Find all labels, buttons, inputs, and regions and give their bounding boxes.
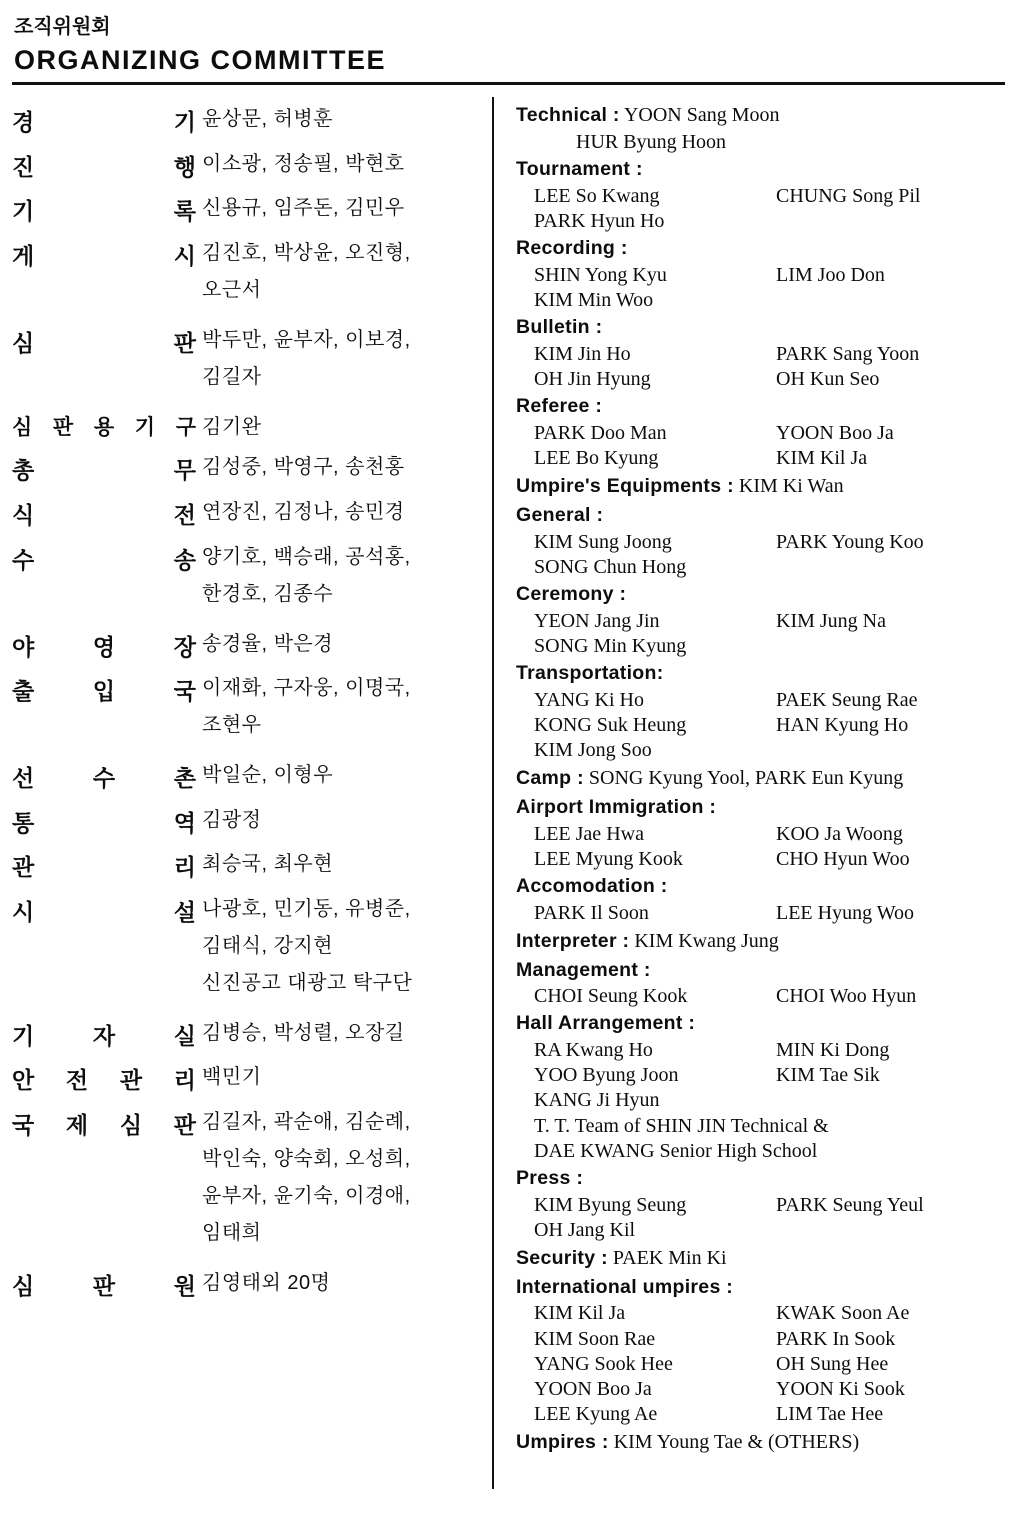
committee-entry-heading: General : <box>516 503 604 526</box>
committee-entry-heading: Tournament : <box>516 157 643 180</box>
committee-name-row <box>534 1377 1005 1402</box>
committee-name-right <box>776 1088 1005 1113</box>
committee-role-label: 선 수 촌 <box>12 765 196 792</box>
committee-name-left: SHIN Yong Kyu <box>534 263 667 286</box>
committee-entry-names <box>516 263 1005 313</box>
committee-entry <box>516 1165 1005 1243</box>
committee-name-wide: T. T. Team of SHIN JIN Technical & <box>534 1114 829 1137</box>
committee-name-right: CHOI Woo Hyun <box>776 985 917 1008</box>
committee-member-names: 송경율, 박은경 <box>202 632 334 655</box>
committee-entry <box>516 764 1005 793</box>
committee-name-right: CHO Hyun Woo <box>776 847 910 870</box>
committee-name-right: CHUNG Song Pil <box>776 184 921 207</box>
committee-entry-heading: Umpires : KIM Young Tae & (OTHERS) <box>516 1431 860 1454</box>
committee-entry-heading: Bulletin : <box>516 316 603 338</box>
committee-member-names: 양기호, 백승래, 공석홍, 한경호, 김종수 <box>202 545 411 605</box>
committee-name-right <box>776 555 1005 580</box>
committee-row <box>12 1265 482 1308</box>
committee-row <box>12 802 482 845</box>
committee-name-row <box>534 984 1005 1009</box>
committee-name-right: KOO Ja Woong <box>776 822 903 845</box>
committee-name-right: KIM Tae Sik <box>776 1064 880 1087</box>
committee-name-left: LEE Kyung Ae <box>534 1403 658 1426</box>
committee-role-label: 야 영 장 <box>12 633 196 660</box>
committee-name-left: KIM Byung Seung <box>534 1193 687 1216</box>
committee-name-left: LEE Jae Hwa <box>534 822 644 845</box>
committee-member-names: 김성중, 박영구, 송천홍 <box>202 456 405 479</box>
committee-name-row <box>534 1193 1005 1218</box>
committee-name-row <box>534 555 1005 580</box>
committee-role-label: 통 역 <box>12 809 196 836</box>
committee-entry-heading: Interpreter : KIM Kwang Jung <box>516 929 779 952</box>
committee-name-left: KIM Kil Ja <box>534 1302 626 1325</box>
committee-role-label: 심 판 용 기 구 <box>12 415 196 439</box>
committee-name-row <box>534 1352 1005 1377</box>
committee-entry-heading: Technical : YOON Sang Moon <box>516 104 780 126</box>
committee-name-right: LEE Hyung Woo <box>776 901 915 924</box>
committee-name-right: OH Kun Seo <box>776 367 880 390</box>
committee-member-names: 김진호, 박상윤, 오진형, 오근서 <box>202 241 411 301</box>
committee-row <box>12 626 482 669</box>
committee-name-row <box>534 421 1005 446</box>
committee-row <box>12 846 482 889</box>
committee-name-right <box>776 209 1005 234</box>
committee-row <box>12 494 482 537</box>
page-title-english: ORGANIZING COMMITTEE <box>14 45 386 75</box>
committee-entry <box>516 1010 1005 1164</box>
committee-entry-inline-name: KIM Young Tae & (OTHERS) <box>608 1431 860 1454</box>
korean-committee-list <box>12 97 482 1309</box>
committee-name-row <box>534 530 1005 555</box>
committee-role-label: 경 기 <box>12 109 196 135</box>
committee-name-row <box>534 609 1005 634</box>
committee-role-label: 게 시 <box>12 242 196 269</box>
committee-name-left: OH Jang Kil <box>534 1218 636 1241</box>
committee-role-label: 기 자 실 <box>12 1022 196 1049</box>
committee-entry-heading: Camp : SONG Kyung Yool, PARK Eun Kyung <box>516 767 904 790</box>
committee-row <box>12 146 482 189</box>
committee-member-names: 이재화, 구자웅, 이명국, 조현우 <box>202 677 411 737</box>
committee-name-left: PARK Doo Man <box>534 421 667 444</box>
committee-name-row <box>534 634 1005 659</box>
committee-name-right: LIM Tae Hee <box>776 1403 884 1426</box>
committee-row <box>12 1059 482 1102</box>
committee-member-names: 박일순, 이형우 <box>202 764 334 787</box>
committee-entry-names <box>516 184 1005 234</box>
committee-name-left: KIM Jin Ho <box>534 342 631 365</box>
committee-entry-inline-name: KIM Kwang Jung <box>629 929 779 952</box>
committee-role-label: 국 제 심 판 <box>12 1111 196 1138</box>
committee-name-left: YANG Sook Hee <box>534 1352 673 1375</box>
committee-name-row <box>534 688 1005 713</box>
committee-member-names: 연장진, 김정나, 송민경 <box>202 501 405 524</box>
committee-name-left: SONG Min Kyung <box>534 634 687 657</box>
committee-role-label: 기 록 <box>12 198 196 225</box>
committee-member-names: 김광정 <box>202 808 262 831</box>
committee-name-right: YOON Ki Sook <box>776 1378 905 1400</box>
committee-name-right: PAEK Seung Rae <box>776 688 918 711</box>
committee-name-left: SONG Chun Hong <box>534 555 687 578</box>
committee-name-right: PARK Seung Yeul <box>776 1193 924 1216</box>
committee-entry-names <box>516 688 1005 764</box>
committee-member-names: 최승국, 최우현 <box>202 853 334 876</box>
committee-entry <box>516 873 1005 926</box>
committee-entry <box>516 581 1005 659</box>
committee-name-left: OH Jin Hyung <box>534 367 651 390</box>
committee-role-label: 시 설 <box>12 898 196 925</box>
committee-row <box>12 322 482 396</box>
committee-row <box>12 235 482 309</box>
committee-role-label: 총 무 <box>12 457 196 484</box>
committee-name-left: LEE So Kwang <box>534 184 660 207</box>
committee-member-names: 윤상문, 허병훈 <box>202 108 334 130</box>
committee-member-names: 김병승, 박성렬, 오장길 <box>202 1021 405 1044</box>
committee-name-right: PARK Sang Yoon <box>776 342 920 365</box>
committee-entry <box>516 502 1005 580</box>
committee-entry-inline-name: KIM Ki Wan <box>733 475 844 498</box>
committee-row <box>12 670 482 744</box>
committee-entry <box>516 101 1005 155</box>
committee-name-right <box>776 738 1005 763</box>
committee-role-label: 출 입 국 <box>12 678 196 705</box>
committee-entry <box>516 472 1005 501</box>
committee-name-row <box>534 1327 1005 1352</box>
committee-name-row <box>534 738 1005 763</box>
committee-name-right <box>776 1218 1005 1243</box>
committee-entry <box>516 957 1005 1010</box>
committee-row <box>12 449 482 492</box>
committee-name-left: LEE Bo Kyung <box>534 446 659 469</box>
committee-row <box>12 891 482 1002</box>
committee-entry-names <box>516 342 1005 392</box>
committee-name-left: CHOI Seung Kook <box>534 985 688 1008</box>
committee-member-names: 신용규, 임주돈, 김민우 <box>202 197 405 220</box>
committee-member-names: 이소광, 정송필, 박현호 <box>202 152 405 175</box>
committee-name-right <box>776 288 1005 313</box>
committee-name-right: LIM Joo Don <box>776 263 885 286</box>
committee-entry-heading: Referee : <box>516 395 603 418</box>
committee-name-row <box>534 901 1005 926</box>
committee-entry-heading: Accomodation : <box>516 874 668 897</box>
committee-name-right <box>776 634 1005 659</box>
committee-member-names: 김길자, 곽순애, 김순례, 박인숙, 양숙회, 오성희, 윤부자, 윤기숙, 이경애, 임태희 <box>202 1110 411 1244</box>
committee-name-row <box>534 263 1005 288</box>
committee-entry <box>516 235 1005 313</box>
committee-entry-names <box>516 609 1005 659</box>
committee-name-wide: DAE KWANG Senior High School <box>534 1139 818 1162</box>
committee-name-row <box>534 184 1005 209</box>
committee-name-right: PARK In Sook <box>776 1327 896 1350</box>
committee-name-left: PARK Il Soon <box>534 901 649 924</box>
committee-entry-inline-name: SONG Kyung Yool, PARK Eun Kyung <box>583 767 904 790</box>
committee-entry-inline-name: PAEK Min Ki <box>607 1247 727 1270</box>
committee-member-names: 나광호, 민기동, 유병준, 김태식, 강지현 신진공고 대광고 탁구단 <box>202 897 413 994</box>
committee-name-left: YOO Byung Joon <box>534 1064 679 1087</box>
committee-entry <box>516 794 1005 872</box>
english-committee-list <box>494 97 1005 1458</box>
committee-row <box>12 1104 482 1252</box>
committee-name-right: HAN Kyung Ho <box>776 713 909 736</box>
committee-name-right: MIN Ki Dong <box>776 1039 890 1062</box>
committee-entry-heading: Management : <box>516 958 651 981</box>
committee-entry-heading: Umpire's Equipments : KIM Ki Wan <box>516 475 844 498</box>
committee-name-left: YANG Ki Ho <box>534 688 644 711</box>
committee-name-left: KIM Min Woo <box>534 288 654 311</box>
committee-entry-names <box>516 901 1005 926</box>
committee-name-right: KIM Jung Na <box>776 609 886 632</box>
committee-name-row <box>534 713 1005 738</box>
committee-entry <box>516 393 1005 471</box>
committee-entry <box>516 660 1005 763</box>
committee-entry-names <box>516 1193 1005 1243</box>
committee-entry-heading: Hall Arrangement : <box>516 1012 696 1035</box>
committee-entry-heading: Ceremony : <box>516 582 627 605</box>
committee-name-right: KWAK Soon Ae <box>776 1302 910 1325</box>
committee-name-row <box>534 446 1005 471</box>
committee-name-left: KONG Suk Heung <box>534 713 687 736</box>
committee-role-label: 관 리 <box>12 854 196 881</box>
committee-row <box>12 190 482 233</box>
committee-entry-names <box>516 530 1005 580</box>
committee-name-right: YOON Boo Ja <box>776 421 894 444</box>
committee-role-label: 진 행 <box>12 153 196 180</box>
committee-entry <box>516 927 1005 956</box>
committee-name-row <box>534 1402 1005 1427</box>
committee-name-left: YOON Boo Ja <box>534 1378 652 1400</box>
committee-name-row <box>534 1088 1005 1113</box>
committee-name-left: KIM Jong Soo <box>534 739 652 761</box>
committee-name-row <box>534 1063 1005 1088</box>
committee-name-row <box>534 342 1005 367</box>
committee-name-left: KANG Ji Hyun <box>534 1089 660 1112</box>
committee-row <box>12 409 482 448</box>
committee-row <box>12 757 482 800</box>
committee-name-row <box>534 288 1005 313</box>
committee-entry <box>516 1274 1005 1428</box>
committee-name-row <box>534 822 1005 847</box>
committee-entry <box>516 156 1005 234</box>
committee-name-left: PARK Hyun Ho <box>534 209 665 232</box>
committee-name-row <box>534 209 1005 234</box>
header-divider <box>12 82 1005 85</box>
committee-name-right: KIM Kil Ja <box>776 446 868 469</box>
committee-entry-heading: Airport Immigration : <box>516 795 717 818</box>
committee-entry-heading: Transportation: <box>516 661 664 684</box>
committee-member-names: 박두만, 윤부자, 이보경, 김길자 <box>202 328 411 388</box>
committee-name-left: KIM Soon Rae <box>534 1327 656 1350</box>
committee-entry-heading: Press : <box>516 1167 584 1189</box>
committee-entry-names <box>516 984 1005 1009</box>
committee-entry-names <box>516 822 1005 872</box>
committee-entry-names <box>516 1301 1005 1427</box>
committee-member-names: 김영태외 20명 <box>202 1271 331 1294</box>
committee-entry-heading: International umpires : <box>516 1275 734 1298</box>
committee-name-left: LEE Myung Kook <box>534 847 683 870</box>
committee-role-label: 수 송 <box>12 546 196 573</box>
committee-entry <box>516 314 1005 392</box>
committee-role-label: 심 판 <box>12 329 196 356</box>
committee-row <box>12 1015 482 1058</box>
committee-entry-heading: Recording : <box>516 236 628 259</box>
committee-entry <box>516 1244 1005 1273</box>
committee-entry-names <box>516 1038 1005 1164</box>
committee-entry-names <box>516 421 1005 471</box>
committee-row <box>12 101 482 144</box>
committee-role-label: 식 전 <box>12 502 196 529</box>
committee-role-label: 안 전 관 리 <box>12 1067 196 1094</box>
committee-name-left: RA Kwang Ho <box>534 1039 653 1062</box>
page-title-korean: 조직위원회 <box>14 16 111 38</box>
committee-name-right: OH Sung Hee <box>776 1352 889 1375</box>
committee-name-row <box>534 1038 1005 1063</box>
committee-entry-extra-name: HUR Byung Hoon <box>576 130 727 153</box>
committee-row <box>12 539 482 613</box>
committee-member-names: 김기완 <box>202 415 262 438</box>
committee-name-left: KIM Sung Joong <box>534 530 672 553</box>
committee-name-right: PARK Young Koo <box>776 530 924 553</box>
committee-name-row <box>534 847 1005 872</box>
committee-name-left: YEON Jang Jin <box>534 609 660 632</box>
committee-entry-heading: Security : PAEK Min Ki <box>516 1247 727 1270</box>
committee-entry-inline-name: YOON Sang Moon <box>619 104 780 126</box>
committee-role-label: 심 판 원 <box>12 1272 196 1299</box>
two-column-body <box>12 97 1005 1497</box>
committee-name-row <box>534 1301 1005 1326</box>
committee-entry <box>516 1428 1005 1457</box>
committee-name-row <box>534 367 1005 392</box>
committee-name-row <box>534 1218 1005 1243</box>
committee-member-names: 백민기 <box>202 1066 262 1089</box>
